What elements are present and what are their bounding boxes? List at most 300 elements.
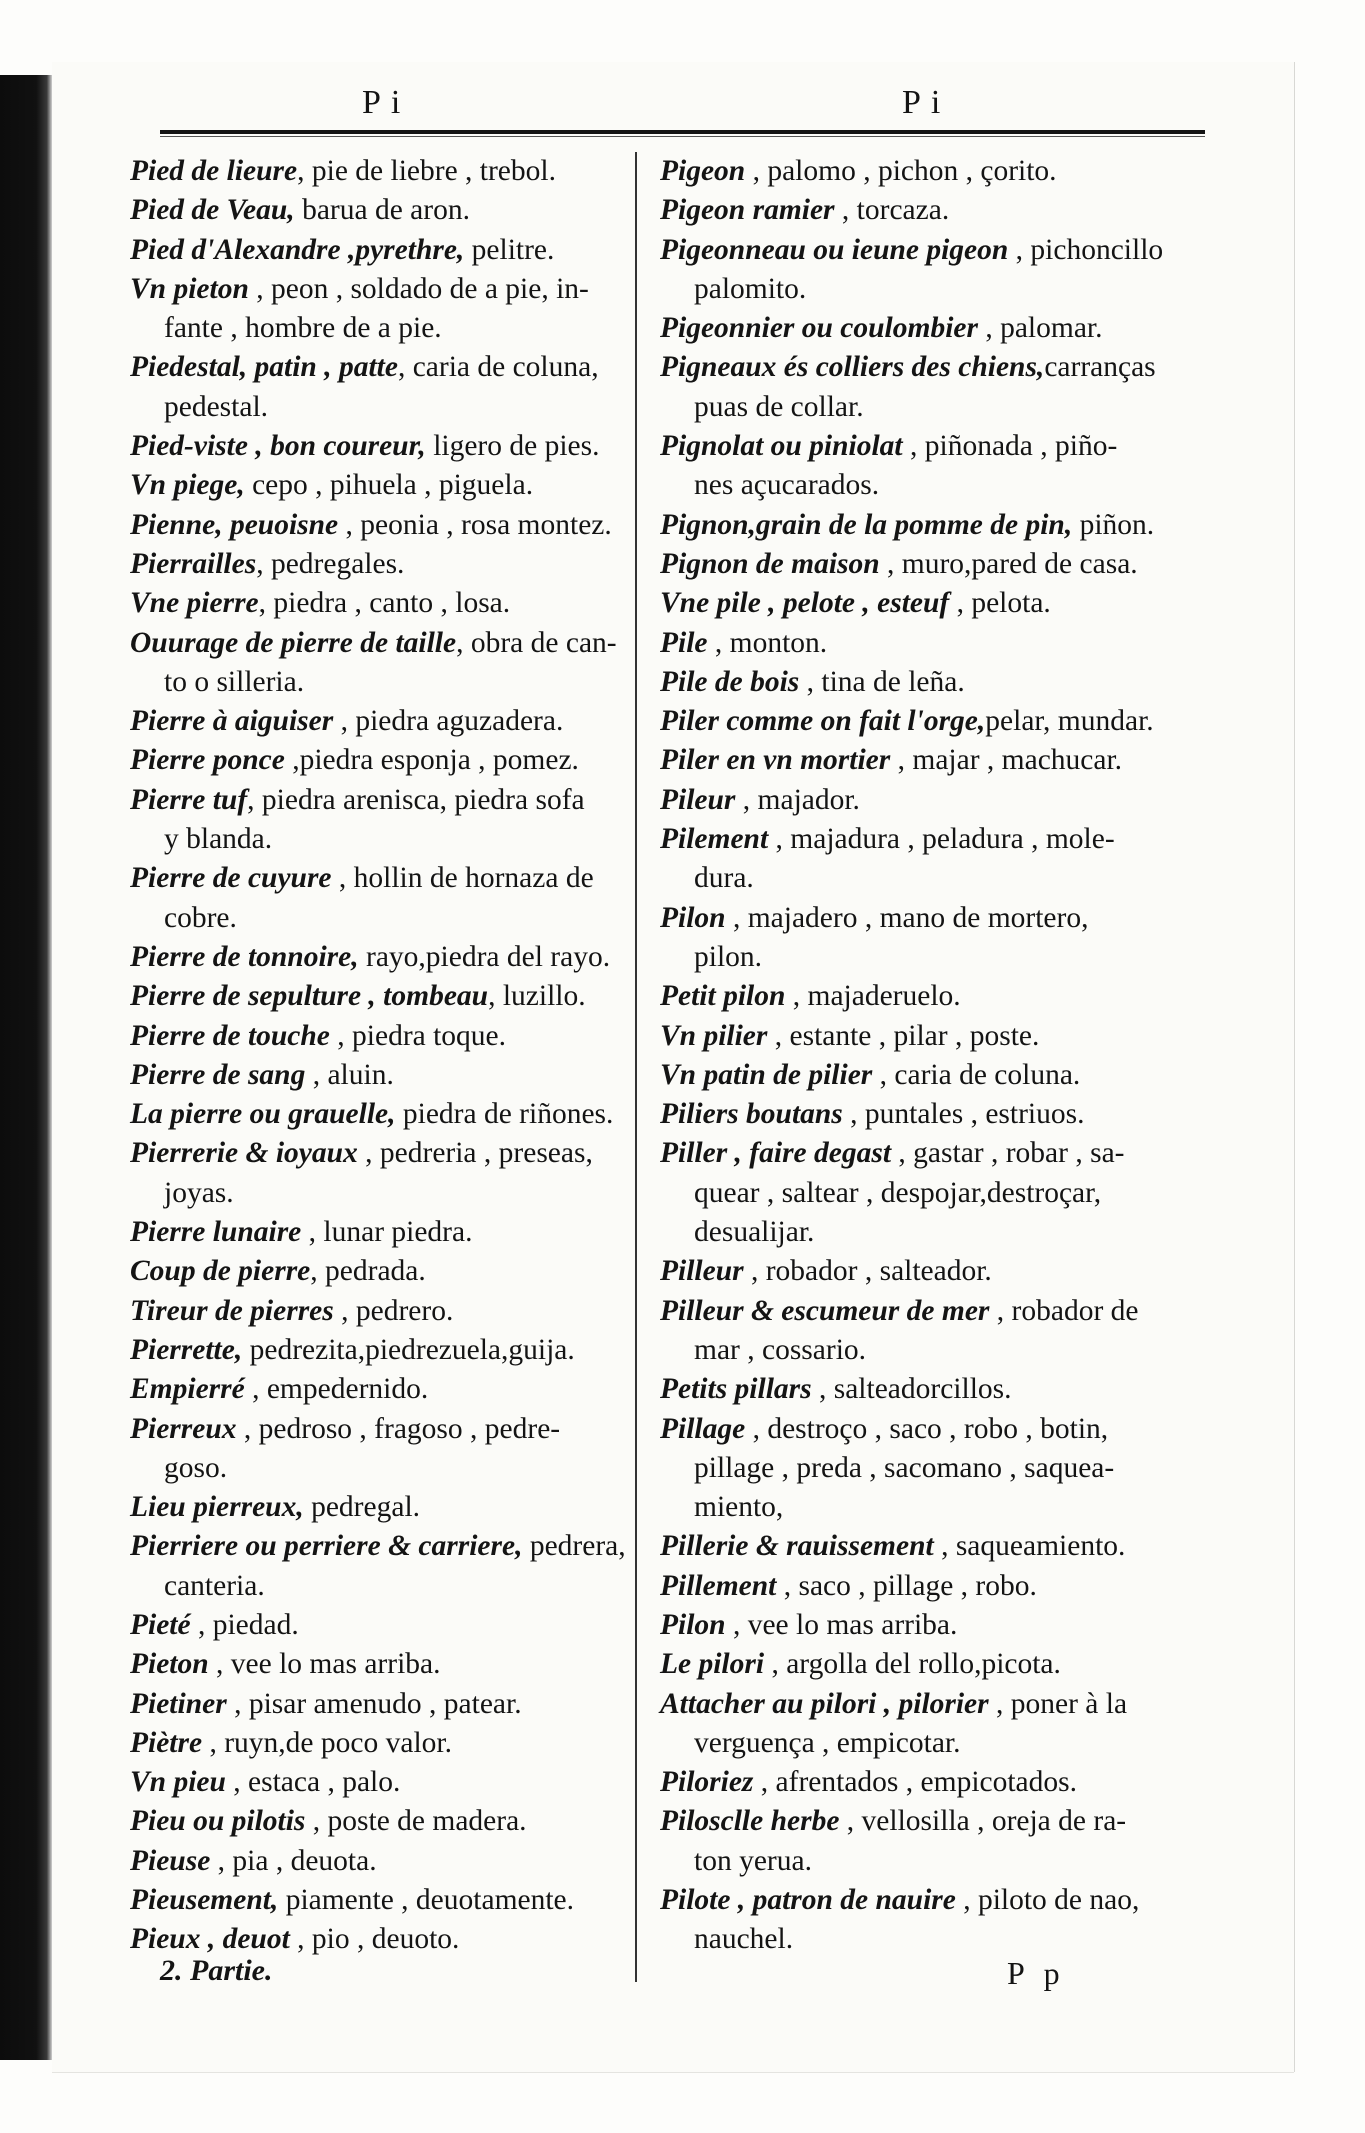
entry-gloss: , caria de coluna, bbox=[397, 351, 599, 384]
dictionary-entry bbox=[660, 741, 1278, 780]
entry-gloss: , vee lo mas arriba. bbox=[725, 1608, 958, 1641]
entry-first-line bbox=[130, 1252, 630, 1291]
dictionary-entry bbox=[130, 624, 630, 703]
entry-headword: Pigeon bbox=[660, 155, 746, 187]
entry-gloss: , piñonada , piño- bbox=[902, 430, 1118, 463]
entry-headword: Piller , faire degast bbox=[660, 1137, 892, 1170]
entry-first-line bbox=[130, 1527, 630, 1566]
dictionary-entry bbox=[130, 1410, 630, 1489]
entry-continuation: joyas. bbox=[164, 1176, 234, 1209]
entry-gloss: , pisar amenudo , patear. bbox=[226, 1687, 522, 1720]
dictionary-entry bbox=[660, 663, 1278, 702]
column-divider bbox=[635, 152, 637, 1982]
entry-gloss: piamente , deuotamente. bbox=[278, 1884, 575, 1917]
entry-headword: Vne pile , pelote , esteuf bbox=[660, 587, 950, 620]
entry-first-line bbox=[130, 781, 630, 820]
entry-first-line bbox=[130, 545, 630, 584]
entry-headword: Pied de Veau, bbox=[130, 194, 295, 227]
entry-continuation: pilon. bbox=[694, 940, 763, 973]
dictionary-entry bbox=[130, 1724, 630, 1763]
entry-headword: Pierre tuf bbox=[130, 783, 248, 816]
entry-continuation: cobre. bbox=[164, 901, 237, 934]
entry-headword: Pierre de cuyure bbox=[130, 862, 332, 895]
entry-first-line bbox=[130, 1213, 630, 1252]
entry-continuation: pillage , preda , sacomano , saquea- bbox=[694, 1451, 1115, 1484]
dictionary-entry bbox=[130, 702, 630, 741]
entry-gloss: , piedra , canto , losa. bbox=[258, 587, 511, 620]
entry-headword: Pieté bbox=[130, 1608, 191, 1641]
entry-first-line bbox=[130, 1331, 630, 1370]
entry-first-line bbox=[660, 977, 1278, 1016]
entry-first-line bbox=[660, 191, 1278, 230]
entry-headword: Pieton bbox=[130, 1648, 209, 1681]
entry-first-line bbox=[130, 1685, 630, 1724]
entry-headword: Pieu ou pilotis bbox=[130, 1805, 306, 1838]
entry-gloss: , peon , soldado de a pie, in- bbox=[248, 272, 589, 305]
entry-first-line bbox=[660, 820, 1278, 859]
entry-continuation: miento, bbox=[694, 1491, 784, 1524]
entry-gloss: pedrezita,piedrezuela,guija. bbox=[242, 1333, 575, 1366]
entry-headword: Pillage bbox=[660, 1412, 746, 1445]
entry-gloss: , saco , pillage , robo. bbox=[776, 1569, 1037, 1602]
entry-headword: Pierre de sang bbox=[130, 1058, 306, 1091]
dictionary-entry bbox=[130, 1134, 630, 1213]
dictionary-entry bbox=[660, 545, 1278, 584]
dictionary-entry bbox=[660, 702, 1278, 741]
entry-headword: Pieusement, bbox=[130, 1884, 279, 1917]
entry-gloss: , robador de bbox=[989, 1294, 1139, 1327]
entry-first-line bbox=[130, 1802, 630, 1841]
entry-headword: Pierrerie & ioyaux bbox=[130, 1137, 358, 1170]
entry-first-line bbox=[130, 702, 630, 741]
entry-gloss: , ruyn,de poco valor. bbox=[202, 1726, 452, 1759]
entry-first-line bbox=[660, 624, 1278, 663]
entry-first-line bbox=[660, 1567, 1278, 1606]
dictionary-entry bbox=[660, 1685, 1278, 1764]
entry-headword: Pierre lunaire bbox=[130, 1216, 302, 1249]
entry-first-line bbox=[660, 1881, 1278, 1920]
entry-gloss: , majadura , peladura , mole- bbox=[768, 823, 1115, 856]
entry-headword: Pierrailles bbox=[130, 547, 257, 580]
dictionary-entry bbox=[130, 1213, 630, 1252]
entry-first-line bbox=[660, 427, 1278, 466]
entry-gloss: , estaca , palo. bbox=[225, 1766, 401, 1799]
entry-headword: Pierre ponce bbox=[130, 744, 285, 777]
entry-first-line bbox=[660, 702, 1278, 741]
book-binding-shadow bbox=[0, 75, 52, 2060]
right-column bbox=[660, 152, 1278, 1960]
dictionary-entry bbox=[660, 1410, 1278, 1528]
dictionary-entry bbox=[130, 1802, 630, 1841]
entry-gloss: , salteadorcillos. bbox=[811, 1373, 1012, 1406]
entry-first-line bbox=[130, 1134, 630, 1173]
entry-first-line bbox=[130, 1488, 630, 1527]
entry-continuation: goso. bbox=[164, 1451, 228, 1484]
entry-headword: Pilosclle herbe bbox=[660, 1805, 840, 1838]
entry-gloss: , estante , pilar , poste. bbox=[767, 1019, 1040, 1052]
dictionary-entry bbox=[660, 1802, 1278, 1881]
dictionary-entry bbox=[130, 1292, 630, 1331]
entry-headword: Piedestal, patin , patte bbox=[130, 351, 398, 384]
entry-first-line bbox=[660, 741, 1278, 780]
dictionary-entry bbox=[660, 427, 1278, 506]
entry-first-line bbox=[130, 859, 630, 898]
dictionary-entry bbox=[660, 152, 1278, 191]
entry-first-line bbox=[660, 781, 1278, 820]
entry-first-line bbox=[130, 466, 630, 505]
entry-gloss: , poste de madera. bbox=[305, 1805, 527, 1838]
dictionary-entry bbox=[130, 1842, 630, 1881]
entry-headword: Piloriez bbox=[660, 1766, 754, 1799]
entry-continuation: fante , hombre de a pie. bbox=[164, 312, 442, 345]
entry-headword: Lieu pierreux, bbox=[130, 1491, 304, 1524]
entry-first-line bbox=[660, 1685, 1278, 1724]
entry-headword: Petit pilon bbox=[660, 980, 786, 1013]
entry-headword: Pied-viste , bon coureur, bbox=[130, 430, 426, 463]
entry-headword: Pigeon ramier bbox=[660, 194, 835, 227]
entry-gloss: , pio , deuoto. bbox=[289, 1923, 460, 1956]
entry-headword: Pienne, peuoisne bbox=[130, 508, 339, 541]
entry-headword: Pile bbox=[660, 626, 708, 659]
entry-gloss: , caria de coluna. bbox=[872, 1058, 1081, 1091]
dictionary-entry bbox=[660, 899, 1278, 978]
entry-gloss: , poner à la bbox=[988, 1687, 1128, 1720]
entry-first-line bbox=[660, 1292, 1278, 1331]
dictionary-entry bbox=[660, 1292, 1278, 1371]
entry-first-line bbox=[660, 545, 1278, 584]
header-rule bbox=[160, 130, 1205, 134]
dictionary-entry bbox=[660, 1763, 1278, 1802]
entry-first-line bbox=[130, 270, 630, 309]
left-column bbox=[130, 152, 630, 1960]
entry-continuation: mar , cossario. bbox=[694, 1333, 867, 1366]
entry-first-line bbox=[660, 1527, 1278, 1566]
entry-gloss: , vee lo mas arriba. bbox=[208, 1648, 441, 1681]
entry-first-line bbox=[660, 348, 1278, 387]
entry-gloss: piedra de riñones. bbox=[395, 1098, 614, 1131]
dictionary-entry bbox=[660, 1645, 1278, 1684]
entry-headword: Pilon bbox=[660, 1608, 726, 1641]
entry-first-line bbox=[130, 1606, 630, 1645]
entry-gloss: , pie de liebre , trebol. bbox=[297, 155, 556, 187]
entry-first-line bbox=[130, 741, 630, 780]
dictionary-entry bbox=[660, 309, 1278, 348]
entry-headword: Pileur bbox=[660, 783, 736, 816]
entry-headword: Attacher au pilori , pilorier bbox=[660, 1687, 989, 1720]
dictionary-entry bbox=[130, 1331, 630, 1370]
dictionary-entry bbox=[660, 1881, 1278, 1960]
entry-first-line bbox=[660, 1095, 1278, 1134]
entry-headword: Pigeonnier ou coulombier bbox=[660, 312, 978, 345]
entry-gloss: , robador , salteador. bbox=[743, 1255, 992, 1288]
entry-first-line bbox=[660, 231, 1278, 270]
dictionary-entry bbox=[660, 1606, 1278, 1645]
dictionary-entry bbox=[660, 348, 1278, 427]
entry-gloss: , pichoncillo bbox=[1008, 233, 1164, 266]
entry-first-line bbox=[660, 309, 1278, 348]
dictionary-entry bbox=[660, 624, 1278, 663]
entry-gloss: cepo , pihuela , piguela. bbox=[244, 469, 534, 502]
entry-gloss: , destroço , saco , robo , botin, bbox=[745, 1412, 1109, 1445]
entry-headword: Pierre de touche bbox=[130, 1019, 330, 1052]
entry-gloss: , gastar , robar , sa- bbox=[891, 1137, 1125, 1170]
dictionary-entry bbox=[130, 1763, 630, 1802]
header-rule-thin bbox=[160, 136, 1205, 137]
dictionary-entry bbox=[660, 231, 1278, 310]
entry-gloss: , hollin de hornaza de bbox=[331, 862, 594, 895]
dictionary-entry bbox=[130, 270, 630, 349]
dictionary-entry bbox=[130, 584, 630, 623]
dictionary-entry bbox=[130, 231, 630, 270]
dictionary-entry bbox=[130, 938, 630, 977]
entry-gloss: , afrentados , empicotados. bbox=[753, 1766, 1077, 1799]
entry-headword: Pignon,grain de la pomme de pin, bbox=[660, 508, 1073, 541]
dictionary-entry bbox=[660, 506, 1278, 545]
entry-headword: Ouurage de pierre de taille bbox=[130, 626, 457, 659]
entry-first-line bbox=[660, 1252, 1278, 1291]
entry-headword: Pierre à aiguiser bbox=[130, 705, 334, 738]
entry-headword: Pied d'Alexandre ,pyrethre, bbox=[130, 233, 465, 266]
entry-gloss: , pia , deuota. bbox=[210, 1844, 377, 1877]
entry-first-line bbox=[130, 1763, 630, 1802]
entry-gloss: piñon. bbox=[1072, 508, 1155, 541]
entry-headword: Pillement bbox=[660, 1569, 777, 1602]
entry-gloss: , puntales , estriuos. bbox=[842, 1098, 1085, 1131]
entry-gloss: , majar , machucar. bbox=[890, 744, 1123, 777]
dictionary-entry bbox=[660, 1095, 1278, 1134]
dictionary-entry bbox=[130, 348, 630, 427]
entry-continuation: palomito. bbox=[694, 272, 807, 305]
entry-first-line bbox=[130, 977, 630, 1016]
entry-continuation: dura. bbox=[694, 862, 754, 895]
entry-first-line bbox=[130, 348, 630, 387]
entry-first-line bbox=[130, 1645, 630, 1684]
entry-gloss: , pedroso , fragoso , pedre- bbox=[236, 1412, 561, 1445]
dictionary-entry bbox=[660, 781, 1278, 820]
entry-first-line bbox=[660, 1763, 1278, 1802]
entry-headword: Coup de pierre bbox=[130, 1255, 311, 1288]
entry-first-line bbox=[660, 152, 1278, 191]
entry-headword: Vn pilier bbox=[660, 1019, 768, 1052]
entry-headword: Pignolat ou piniolat bbox=[660, 430, 903, 463]
dictionary-entry bbox=[660, 1567, 1278, 1606]
entry-gloss: , piedra arenisca, piedra sofa bbox=[247, 783, 585, 816]
entry-first-line bbox=[130, 1881, 630, 1920]
dictionary-entry bbox=[660, 584, 1278, 623]
entry-continuation: quear , saltear , despojar,destroçar, bbox=[694, 1176, 1102, 1209]
entry-headword: Vn piege, bbox=[130, 469, 245, 502]
entry-gloss: , vellosilla , oreja de ra- bbox=[839, 1805, 1127, 1838]
entry-headword: Pierre de sepulture , tombeau bbox=[130, 980, 489, 1013]
entry-headword: Vne pierre bbox=[130, 587, 259, 620]
entry-gloss: , pedregales. bbox=[256, 547, 405, 580]
dictionary-entry bbox=[130, 1056, 630, 1095]
entry-gloss: , piedad. bbox=[190, 1608, 299, 1641]
entry-first-line bbox=[660, 1056, 1278, 1095]
entry-headword: Pied de lieure bbox=[130, 155, 298, 187]
entry-headword: Pierriere ou perriere & carriere, bbox=[130, 1530, 523, 1563]
dictionary-entry bbox=[660, 820, 1278, 899]
entry-headword: Pigneaux és colliers des chiens, bbox=[660, 351, 1045, 384]
entry-first-line bbox=[130, 1292, 630, 1331]
entry-headword: Piètre bbox=[130, 1726, 203, 1759]
entry-gloss: , peonia , rosa montez. bbox=[338, 508, 612, 541]
entry-headword: Pillerie & rauissement bbox=[660, 1530, 934, 1563]
entry-headword: Pile de bois bbox=[660, 665, 800, 698]
entry-gloss: pelitre. bbox=[464, 233, 555, 266]
entry-first-line bbox=[130, 231, 630, 270]
entry-gloss: , torcaza. bbox=[834, 194, 950, 227]
entry-gloss: , lunar piedra. bbox=[301, 1216, 473, 1249]
entry-first-line bbox=[660, 1410, 1278, 1449]
dictionary-entry bbox=[130, 1645, 630, 1684]
entry-gloss: , piedra toque. bbox=[329, 1019, 507, 1052]
entry-first-line bbox=[660, 1134, 1278, 1173]
entry-headword: La pierre ou grauelle, bbox=[130, 1098, 396, 1131]
entry-continuation: ton yerua. bbox=[694, 1844, 812, 1877]
entry-first-line bbox=[130, 1017, 630, 1056]
dictionary-entry bbox=[660, 1134, 1278, 1252]
entry-headword: Piliers boutans bbox=[660, 1098, 843, 1131]
entry-headword: Pierre de tonnoire, bbox=[130, 940, 359, 973]
dictionary-entry bbox=[660, 191, 1278, 230]
entry-first-line bbox=[660, 1017, 1278, 1056]
entry-headword: Vn pieu bbox=[130, 1766, 226, 1799]
entry-headword: Petits pillars bbox=[660, 1373, 812, 1406]
entry-first-line bbox=[130, 584, 630, 623]
entry-first-line bbox=[660, 1606, 1278, 1645]
dictionary-entry bbox=[660, 977, 1278, 1016]
entry-headword: Vn patin de pilier bbox=[660, 1058, 873, 1091]
entry-headword: Pieuse bbox=[130, 1844, 211, 1877]
entry-headword: Pietiner bbox=[130, 1687, 227, 1720]
entry-gloss: , pelota. bbox=[949, 587, 1051, 620]
entry-gloss: , palomar. bbox=[977, 312, 1103, 345]
entry-headword: Pilement bbox=[660, 823, 769, 856]
entry-first-line bbox=[130, 1095, 630, 1134]
entry-gloss: , empedernido. bbox=[244, 1373, 429, 1406]
entry-gloss: , pedrada. bbox=[310, 1255, 426, 1288]
entry-gloss: , piedra aguzadera. bbox=[333, 705, 564, 738]
entry-headword: Pilote , patron de nauire bbox=[660, 1884, 956, 1917]
dictionary-entry bbox=[130, 191, 630, 230]
dictionary-entry bbox=[660, 1017, 1278, 1056]
entry-continuation: desualijar. bbox=[694, 1216, 815, 1249]
entry-continuation: canteria. bbox=[164, 1569, 265, 1602]
dictionary-entry bbox=[130, 427, 630, 466]
entry-headword: Piler en vn mortier bbox=[660, 744, 891, 777]
entry-gloss: , argolla del rollo,picota. bbox=[764, 1648, 1061, 1681]
entry-first-line bbox=[660, 1370, 1278, 1409]
entry-gloss: pedregal. bbox=[303, 1491, 421, 1524]
dictionary-entry bbox=[130, 741, 630, 780]
entry-first-line bbox=[660, 899, 1278, 938]
dictionary-entry bbox=[130, 1527, 630, 1606]
entry-continuation: pedestal. bbox=[164, 390, 269, 423]
entry-first-line bbox=[130, 191, 630, 230]
entry-gloss: rayo,piedra del rayo. bbox=[358, 940, 611, 973]
dictionary-entry bbox=[130, 781, 630, 860]
dictionary-entry bbox=[130, 859, 630, 938]
entry-headword: Pilon bbox=[660, 901, 726, 934]
entry-headword: Pignon de maison bbox=[660, 547, 880, 580]
entry-continuation: verguença , empicotar. bbox=[694, 1726, 961, 1759]
entry-gloss: ,piedra esponja , pomez. bbox=[284, 744, 579, 777]
dictionary-entry bbox=[130, 1095, 630, 1134]
entry-headword: Pigeonneau ou ieune pigeon bbox=[660, 233, 1009, 266]
dictionary-entry bbox=[130, 466, 630, 505]
entry-gloss: , tina de leña. bbox=[799, 665, 965, 698]
entry-first-line bbox=[130, 938, 630, 977]
entry-headword: Pieux , deuot bbox=[130, 1923, 290, 1956]
entry-gloss: , aluin. bbox=[305, 1058, 394, 1091]
entry-gloss: , majador. bbox=[735, 783, 860, 816]
entry-first-line bbox=[660, 1802, 1278, 1841]
dictionary-entry bbox=[130, 545, 630, 584]
entry-first-line bbox=[660, 663, 1278, 702]
entry-first-line bbox=[130, 506, 630, 545]
entry-first-line bbox=[660, 1645, 1278, 1684]
catchword: P p bbox=[1007, 1955, 1066, 1991]
entry-gloss: , pedreria , preseas, bbox=[357, 1137, 593, 1170]
entry-first-line bbox=[660, 506, 1278, 545]
dictionary-page bbox=[52, 62, 1294, 2072]
entry-gloss: , muro,pared de casa. bbox=[879, 547, 1138, 580]
dictionary-entry bbox=[130, 1488, 630, 1527]
dictionary-entry bbox=[130, 1685, 630, 1724]
dictionary-entry bbox=[130, 506, 630, 545]
entry-gloss: , pedrero. bbox=[333, 1294, 454, 1327]
entry-headword: Tireur de pierres bbox=[130, 1294, 334, 1327]
dictionary-entry bbox=[660, 1056, 1278, 1095]
entry-first-line bbox=[130, 152, 630, 191]
entry-first-line bbox=[130, 1724, 630, 1763]
entry-first-line bbox=[130, 624, 630, 663]
entry-headword: Pierrette, bbox=[130, 1333, 243, 1366]
entry-headword: Vn pieton bbox=[130, 272, 249, 305]
entry-gloss: , luzillo. bbox=[488, 980, 586, 1013]
running-head-left: Pi bbox=[362, 84, 411, 121]
entry-gloss: , obra de can- bbox=[456, 626, 617, 659]
dictionary-entry bbox=[660, 1370, 1278, 1409]
entry-first-line bbox=[660, 584, 1278, 623]
signature-mark: 2. Partie. bbox=[160, 1954, 273, 1987]
entry-first-line bbox=[130, 1370, 630, 1409]
dictionary-entry bbox=[130, 1370, 630, 1409]
entry-headword: Pilleur bbox=[660, 1255, 744, 1288]
entry-headword: Pierreux bbox=[130, 1412, 237, 1445]
entry-gloss: barua de aron. bbox=[294, 194, 470, 227]
dictionary-entry bbox=[660, 1252, 1278, 1291]
entry-continuation: to o silleria. bbox=[164, 665, 305, 698]
dictionary-entry bbox=[130, 1017, 630, 1056]
dictionary-entry bbox=[130, 152, 630, 191]
entry-headword: Empierré bbox=[130, 1373, 245, 1406]
entry-gloss: , monton. bbox=[707, 626, 828, 659]
entry-gloss: , piloto de nao, bbox=[955, 1884, 1140, 1917]
entry-gloss: , saqueamiento. bbox=[933, 1530, 1126, 1563]
entry-gloss: pedrera, bbox=[522, 1530, 626, 1563]
entry-headword: Le pilori bbox=[660, 1648, 765, 1681]
entry-headword: Pilleur & escumeur de mer bbox=[660, 1294, 990, 1327]
entry-gloss: carranças bbox=[1044, 351, 1156, 384]
dictionary-entry bbox=[660, 1527, 1278, 1566]
entry-continuation: nes açucarados. bbox=[694, 469, 880, 502]
entry-first-line bbox=[130, 427, 630, 466]
entry-first-line bbox=[130, 1410, 630, 1449]
entry-gloss: ligero de pies. bbox=[425, 430, 600, 463]
entry-continuation: y blanda. bbox=[164, 823, 273, 856]
